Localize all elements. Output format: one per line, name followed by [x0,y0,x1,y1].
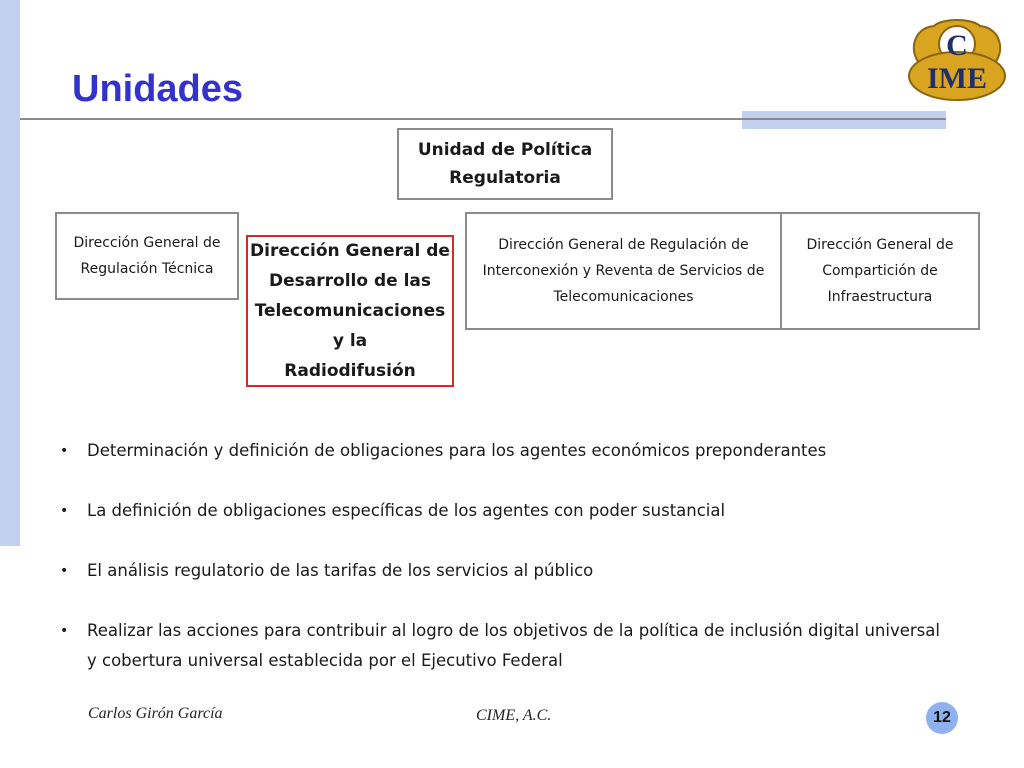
bullet-text: El análisis regulatorio de las tarifas de los servicios al público [87,561,594,580]
box-line: Interconexión y Reventa de Servicios de [482,263,765,279]
box-line: Dirección General de [73,235,221,251]
bullet-item [60,616,980,676]
footer-organization: CIME, A.C. [476,707,552,724]
bullet-dot: • [60,443,69,459]
slide-title: Unidades [72,68,244,110]
box-line: Regulatoria [449,168,561,188]
title-rule [20,118,946,120]
bullet-item [60,556,980,586]
box-line: Compartición de [822,263,938,279]
bullet-text: Realizar las acciones para contribuir al logro de los objetivos de la política de inclusión digital universal [87,621,940,640]
box-line: Dirección General de [250,241,450,261]
bullet-text: La definición de obligaciones específicas de los agentes con poder sustancial [87,501,726,520]
bullet-dot: • [60,503,69,519]
box-line: Dirección General de [806,237,954,253]
bullet-item [60,496,980,526]
bullet-text: Determinación y definición de obligaciones para los agentes económicos preponderantes [87,441,827,460]
left-accent-bar [0,0,20,546]
logo-letters-ime: IME [927,62,987,95]
bullet-list [60,436,980,676]
box-line: Unidad de Política [417,140,593,160]
unit-box-politica-regulatoria [397,128,613,200]
logo-letter-c: C [946,29,968,62]
unit-box-regulacion-tecnica [55,212,239,300]
unit-box-interconexion-reventa [465,212,782,330]
title-rule-accent [742,111,946,129]
bullet-dot: • [60,563,69,579]
bullet-dot: • [60,623,69,639]
box-line: Dirección General de Regulación de [498,237,749,253]
box-line: Telecomunicaciones [553,289,694,305]
unit-box-comparticion-infraestructura [780,212,980,330]
cime-logo [904,14,1010,108]
footer-author: Carlos Girón García [88,705,223,722]
unit-box-desarrollo-telecom-highlighted [246,235,454,387]
bullet-text: y cobertura universal establecida por el Ejecutivo Federal [87,651,563,670]
page-number-badge: 12 [926,702,958,734]
box-line: Regulación Técnica [80,261,214,277]
box-line: Infraestructura [827,289,933,305]
box-line: Telecomunicaciones y la [254,301,446,351]
box-line: Radiodifusión [284,361,416,381]
box-line: Desarrollo de las [269,271,431,291]
bullet-item [60,436,980,466]
